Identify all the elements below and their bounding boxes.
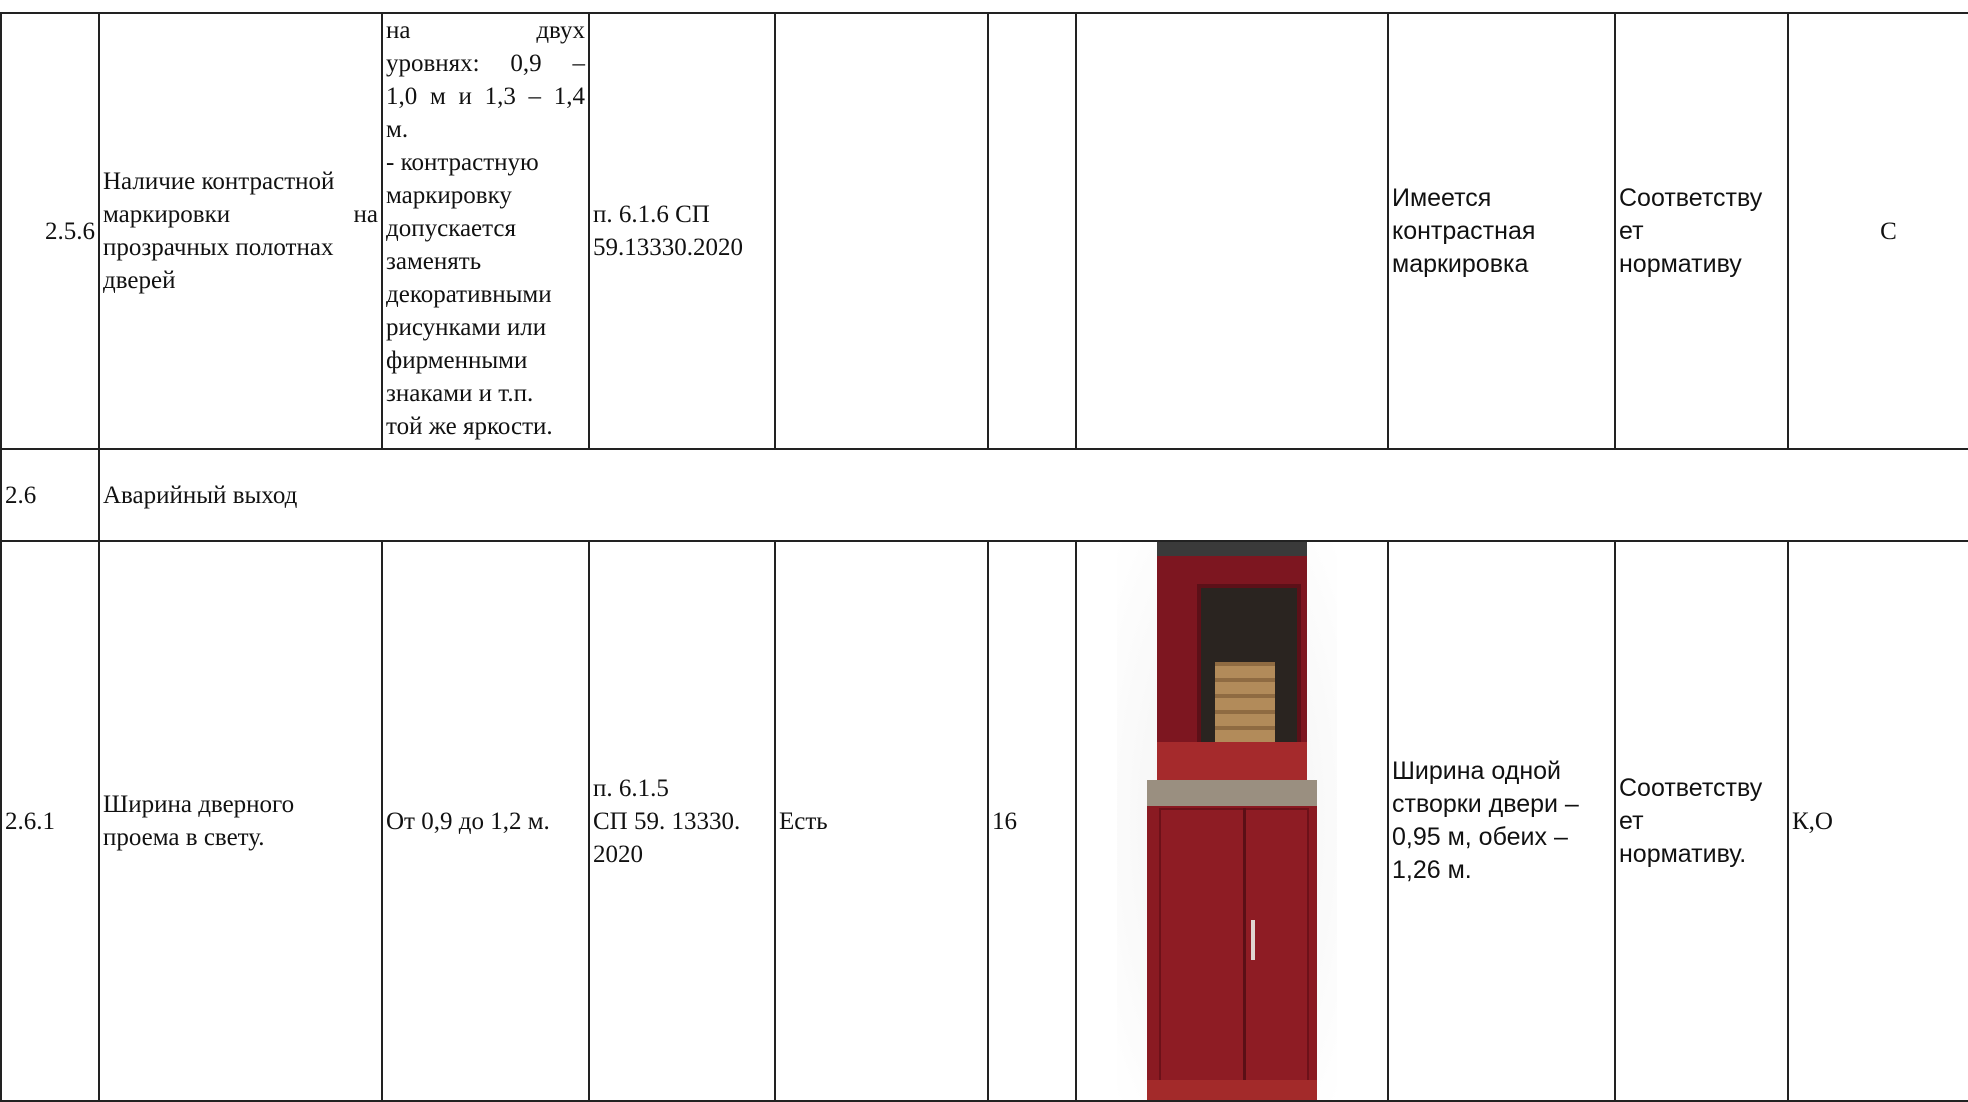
description: Имеется контрастная маркировка xyxy=(1388,13,1615,449)
door-photo xyxy=(1077,542,1387,1100)
requirement: на двух уровнях: 0,9 – 1,0 м и 1,3 – 1,4 м. - контрастную маркировку допускается заменять декоративными рисунками или фирменными знаками и т.п. той же яркости. xyxy=(382,13,589,449)
section-row xyxy=(1,449,1968,541)
photo-cell xyxy=(1076,13,1388,449)
requirement: От 0,9 до 1,2 м. xyxy=(382,541,589,1101)
section-title: Аварийный выход xyxy=(99,449,1968,541)
photo-number xyxy=(988,13,1076,449)
accessibility-table xyxy=(0,12,1968,1102)
table-row xyxy=(1,13,1968,449)
door-handle-icon xyxy=(1251,920,1255,960)
photo-number: 16 xyxy=(988,541,1076,1101)
row-number: 2.5.6 xyxy=(1,13,99,449)
description: Ширина одной створки двери – 0,95 м, обеих – 1,26 м. xyxy=(1388,541,1615,1101)
conformity: Соответству ет нормативу. xyxy=(1615,541,1788,1101)
table-row xyxy=(1,541,1968,1101)
presence xyxy=(775,13,988,449)
section-number: 2.6 xyxy=(1,449,99,541)
closed-door-image xyxy=(1147,780,1317,1101)
parameter-name: Наличие контрастной маркировки на прозрачных полотнах дверей xyxy=(99,13,382,449)
row-number: 2.6.1 xyxy=(1,541,99,1101)
conformity: Соответству ет нормативу xyxy=(1615,13,1788,449)
norm-reference: п. 6.1.6 СП 59.13330.2020 xyxy=(589,13,775,449)
presence: Есть xyxy=(775,541,988,1101)
category: К,О xyxy=(1788,541,1968,1101)
photo-cell xyxy=(1076,541,1388,1101)
norm-reference: п. 6.1.5 СП 59. 13330. 2020 xyxy=(589,541,775,1101)
category: С xyxy=(1788,13,1968,449)
open-door-image xyxy=(1157,542,1307,780)
parameter-name: Ширина дверного проема в свету. xyxy=(99,541,382,1101)
